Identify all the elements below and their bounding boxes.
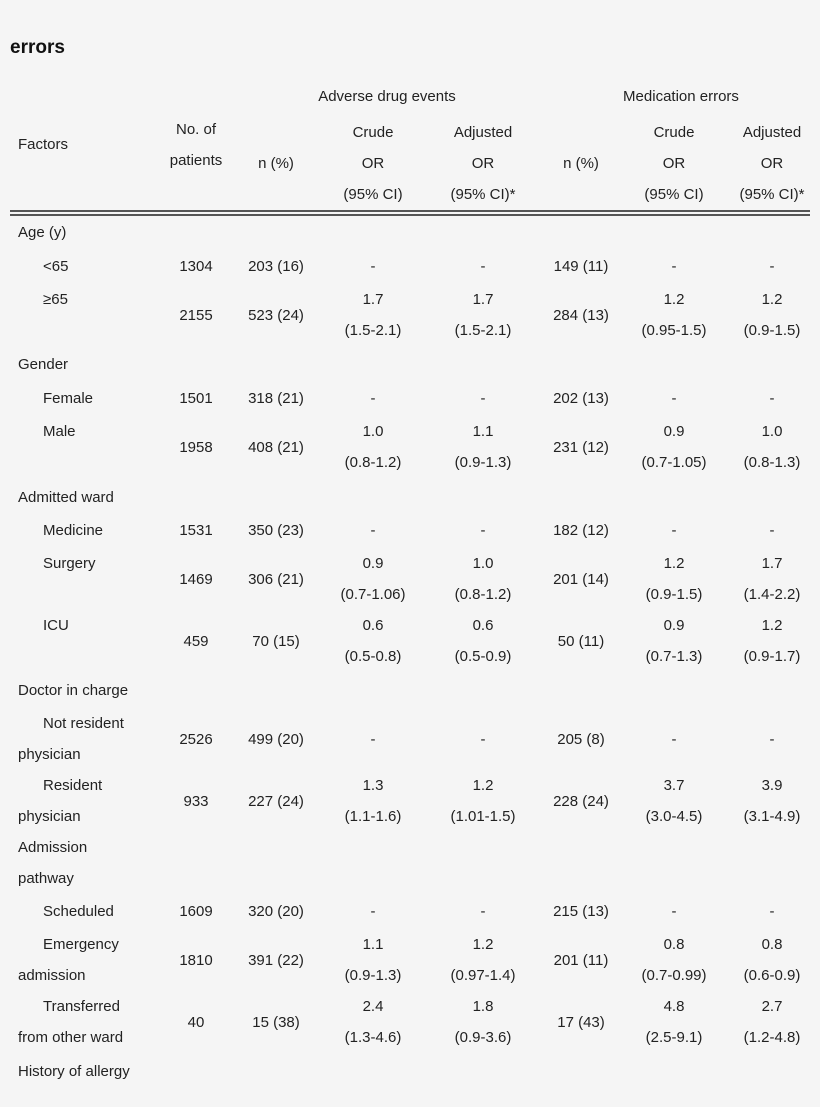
cell-ade-crude-ci: (1.1-1.6) (344, 808, 402, 825)
cell-me-n: 201 (14) (553, 570, 609, 588)
cell-ade-crude-value: 0.9 (362, 555, 384, 572)
cell-me-crude-value: - (671, 730, 677, 748)
cell-ade-adj-value: - (480, 390, 486, 407)
cell-n: 1810 (179, 951, 213, 969)
cell-ade-n: 306 (21) (248, 570, 304, 588)
cell-ade-n: 15 (38) (252, 1013, 300, 1031)
cell-me-adj-value: - (769, 258, 775, 275)
cell-me-crude-value: 0.9 (663, 423, 685, 440)
row-label: Doctor in charge (18, 682, 129, 699)
row-label-cont: physician (18, 808, 81, 825)
cell-ade-adj-value: 1.2 (472, 936, 494, 953)
row-label: Emergency (43, 936, 119, 953)
cell-me-n: 205 (8) (557, 730, 605, 748)
cell-me-adj-ci: (0.6-0.9) (743, 967, 801, 984)
row-label: ≥65 (43, 291, 68, 308)
cell-me-adj-value: 1.2 (761, 617, 783, 634)
cell-ade-n: 391 (22) (248, 951, 304, 969)
cell-ade-crude-value: 1.1 (362, 936, 384, 953)
cell-ade-crude-value: 2.4 (362, 998, 384, 1015)
cell-ade-crude-value: - (370, 390, 376, 407)
cell-n: 1469 (179, 570, 213, 588)
cell-me-adj-ci: (1.4-2.2) (743, 586, 801, 603)
cell-me-crude-ci: (3.0-4.5) (645, 808, 703, 825)
row-label-cont: physician (18, 746, 81, 763)
cell-me-crude-value: 4.8 (663, 998, 685, 1015)
cell-n: 2155 (179, 306, 213, 324)
cell-me-adj-ci: (3.1-4.9) (743, 808, 801, 825)
row-label-cont: from other ward (18, 1029, 124, 1046)
row-label: Medicine (43, 522, 104, 539)
cell-me-adj-ci: (0.9-1.5) (743, 322, 801, 339)
col-header-ade-adj-2: OR (471, 155, 495, 172)
cell-ade-crude-value: - (370, 258, 376, 275)
cell-me-adj-value: 1.2 (761, 291, 783, 308)
row-label: Scheduled (43, 903, 114, 920)
cell-ade-n: 408 (21) (248, 438, 304, 456)
col-header-ade-adj-3: (95% CI)* (450, 186, 516, 203)
cell-ade-n: 320 (20) (248, 903, 304, 920)
table-title: errors (10, 37, 65, 58)
cell-ade-adj-ci: (1.01-1.5) (450, 808, 516, 825)
cell-me-crude-ci: (0.7-1.3) (645, 648, 703, 665)
cell-me-n: 182 (12) (553, 522, 609, 539)
cell-me-crude-ci: (0.95-1.5) (641, 322, 707, 339)
cell-ade-crude-ci: (0.9-1.3) (344, 967, 402, 984)
cell-n: 2526 (179, 730, 213, 748)
cell-me-crude-value: 1.2 (663, 291, 685, 308)
col-header-me-adj-3: (95% CI)* (739, 186, 805, 203)
cell-me-crude-ci: (0.7-1.05) (641, 454, 707, 471)
cell-ade-n: 523 (24) (248, 306, 304, 324)
row-label: Not resident (43, 715, 124, 732)
cell-ade-crude-ci: (0.7-1.06) (340, 586, 406, 603)
col-header-me-adj-2: OR (760, 155, 784, 172)
cell-ade-adj-ci: (0.8-1.2) (454, 586, 512, 603)
cell-me-n: 231 (12) (553, 438, 609, 456)
col-header-patients-2: patients (169, 152, 223, 169)
col-header-ade-crude-3: (95% CI) (343, 186, 403, 203)
cell-ade-adj-value: - (480, 730, 486, 748)
cell-ade-adj-ci: (0.5-0.9) (454, 648, 512, 665)
header-rule-top (10, 210, 810, 212)
cell-n: 40 (187, 1013, 205, 1031)
cell-n: 1501 (179, 390, 213, 407)
cell-ade-crude-ci: (1.3-4.6) (344, 1029, 402, 1046)
cell-me-adj-value: 1.7 (761, 555, 783, 572)
cell-me-crude-value: 0.8 (663, 936, 685, 953)
cell-ade-adj-value: 1.0 (472, 555, 494, 572)
cell-ade-crude-ci: (1.5-2.1) (344, 322, 402, 339)
row-label: Admitted ward (18, 489, 114, 506)
row-label: Female (43, 390, 94, 407)
cell-ade-adj-value: 1.2 (472, 777, 494, 794)
cell-ade-adj-ci: (0.97-1.4) (450, 967, 516, 984)
cell-me-n: 228 (24) (553, 792, 609, 810)
cell-me-crude-value: - (671, 522, 677, 539)
cell-ade-adj-ci: (0.9-3.6) (454, 1029, 512, 1046)
col-header-ade-crude-1: Crude (352, 124, 394, 141)
col-header-me-crude-1: Crude (653, 124, 695, 141)
row-label: Male (43, 423, 76, 440)
row-label: Transferred (43, 998, 120, 1015)
col-header-me-adj-1: Adjusted (742, 124, 802, 141)
cell-ade-crude-value: - (370, 522, 376, 539)
col-header-me-n: n (%) (563, 155, 599, 172)
cell-me-adj-value: - (769, 730, 775, 748)
group-header-ade: Adverse drug events (318, 88, 456, 105)
cell-ade-crude-ci: (0.8-1.2) (344, 454, 402, 471)
cell-n: 459 (183, 632, 209, 650)
cell-ade-adj-value: 1.8 (472, 998, 494, 1015)
cell-ade-adj-ci: (1.5-2.1) (454, 322, 512, 339)
col-header-ade-n: n (%) (258, 155, 294, 172)
col-header-ade-crude-2: OR (361, 155, 385, 172)
cell-ade-adj-ci: (0.9-1.3) (454, 454, 512, 471)
cell-ade-n: 70 (15) (252, 632, 300, 650)
cell-ade-adj-value: - (480, 903, 486, 920)
row-label: Age (y) (18, 224, 67, 241)
header-rule-bottom (10, 214, 810, 216)
cell-ade-n: 350 (23) (248, 522, 304, 539)
cell-ade-n: 318 (21) (248, 390, 304, 407)
cell-ade-crude-ci: (0.5-0.8) (344, 648, 402, 665)
cell-me-adj-value: 0.8 (761, 936, 783, 953)
row-label-cont: pathway (18, 870, 74, 887)
cell-me-adj-ci: (0.9-1.7) (743, 648, 801, 665)
cell-ade-crude-value: 0.6 (362, 617, 384, 634)
cell-me-n: 50 (11) (557, 632, 605, 650)
col-header-factors: Factors (18, 136, 69, 153)
col-header-me-crude-2: OR (662, 155, 686, 172)
col-header-me-crude-3: (95% CI) (644, 186, 704, 203)
group-header-me: Medication errors (623, 88, 739, 105)
cell-n: 1609 (179, 903, 213, 920)
cell-ade-adj-value: - (480, 522, 486, 539)
cell-ade-crude-value: - (370, 903, 376, 920)
cell-ade-crude-value: 1.7 (362, 291, 384, 308)
cell-ade-crude-value: 1.0 (362, 423, 384, 440)
row-label: Gender (18, 356, 69, 373)
row-label: <65 (43, 258, 69, 275)
cell-me-adj-value: - (769, 390, 775, 407)
col-header-patients-1: No. of (175, 121, 217, 138)
cell-me-crude-value: 3.7 (663, 777, 685, 794)
cell-ade-adj-value: 0.6 (472, 617, 494, 634)
cell-me-n: 201 (11) (553, 951, 609, 969)
cell-ade-n: 227 (24) (248, 792, 304, 810)
cell-ade-n: 203 (16) (248, 258, 304, 275)
row-label: Resident (43, 777, 103, 794)
row-label: ICU (43, 617, 69, 634)
cell-me-crude-ci: (0.9-1.5) (645, 586, 703, 603)
cell-me-adj-value: 3.9 (761, 777, 783, 794)
cell-me-crude-value: 1.2 (663, 555, 685, 572)
cell-ade-crude-value: - (370, 730, 376, 748)
cell-me-crude-value: 0.9 (663, 617, 685, 634)
cell-me-adj-value: 2.7 (761, 998, 783, 1015)
cell-me-crude-ci: (0.7-0.99) (641, 967, 707, 984)
row-label-cont: admission (18, 967, 86, 984)
row-label: Admission (18, 839, 88, 856)
cell-me-n: 215 (13) (553, 903, 609, 920)
row-label: History of allergy (18, 1063, 130, 1080)
cell-me-n: 149 (11) (553, 258, 609, 275)
cell-me-crude-value: - (671, 903, 677, 920)
cell-ade-adj-value: - (480, 258, 486, 275)
cell-me-crude-ci: (2.5-9.1) (645, 1029, 703, 1046)
cell-ade-adj-value: 1.1 (472, 423, 494, 440)
cell-me-n: 284 (13) (553, 306, 609, 324)
cell-me-n: 202 (13) (553, 390, 609, 407)
cell-me-crude-value: - (671, 258, 677, 275)
cell-me-n: 17 (43) (557, 1013, 605, 1031)
cell-n: 1304 (179, 258, 213, 275)
cell-ade-crude-value: 1.3 (362, 777, 384, 794)
cell-n: 1531 (179, 522, 213, 539)
cell-me-crude-value: - (671, 390, 677, 407)
cell-ade-n: 499 (20) (248, 730, 304, 748)
cell-me-adj-value: - (769, 522, 775, 539)
cell-n: 1958 (179, 438, 213, 456)
col-header-ade-adj-1: Adjusted (453, 124, 513, 141)
cell-ade-adj-value: 1.7 (472, 291, 494, 308)
cell-me-adj-ci: (0.8-1.3) (743, 454, 801, 471)
cell-me-adj-value: - (769, 903, 775, 920)
cell-me-adj-ci: (1.2-4.8) (743, 1029, 801, 1046)
cell-n: 933 (183, 792, 209, 810)
cell-me-adj-value: 1.0 (761, 423, 783, 440)
row-label: Surgery (43, 555, 96, 572)
